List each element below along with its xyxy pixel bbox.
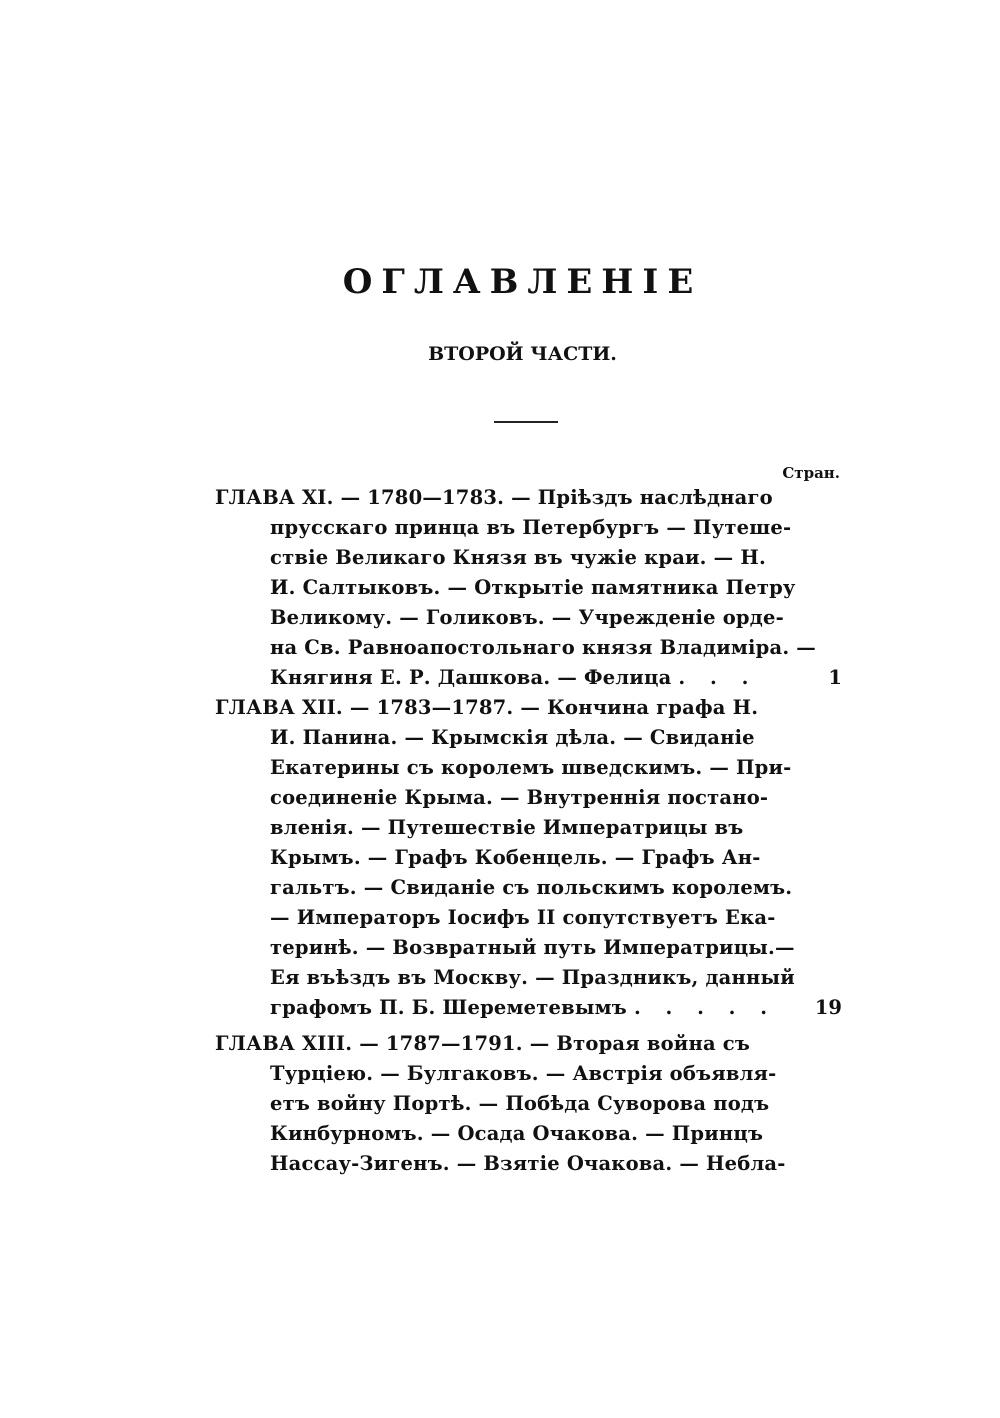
toc-line-text: Княгиня Е. Р. Дашкова. — Фелица <box>270 666 672 689</box>
toc-line: — Императоръ Іосифъ II сопутствуетъ Ека- <box>270 906 776 929</box>
title-divider <box>494 421 558 423</box>
toc-line: соединеніе Крыма. — Внутреннія постано- <box>270 786 769 809</box>
toc-line: прусскаго принца въ Петербургъ — Путеше- <box>270 516 792 539</box>
dot-leaders: . . . . . <box>633 996 777 1019</box>
toc-line: ГЛАВА XIII. — 1787—1791. — Вторая война съ <box>215 1032 750 1055</box>
toc-line <box>270 994 776 1022</box>
toc-line: етъ войну Портѣ. — Побѣда Суворова подъ <box>270 1092 770 1115</box>
toc-line: И. Панина. — Крымскія дѣла. — Свиданіе <box>270 726 755 749</box>
page-number: 19 <box>814 996 842 1019</box>
toc-line: гальтъ. — Свиданіе съ польскимъ королемъ. <box>270 876 793 899</box>
toc-line: Нассау-Зигенъ. — Взятіе Очакова. — Небла- <box>270 1152 786 1175</box>
dot-leaders: . . . <box>678 666 758 689</box>
toc-line: И. Салтыковъ. — Открытіе памятника Петру <box>270 576 796 599</box>
page-number: 1 <box>828 666 842 689</box>
page-subtitle: ВТОРОЙ ЧАСТИ. <box>428 343 617 365</box>
page-title: ОГЛАВЛЕНІЕ <box>342 262 703 302</box>
toc-line: ствіе Великаго Князя въ чужіе краи. — Н. <box>270 546 766 569</box>
toc-line: Турціею. — Булгаковъ. — Австрія объявля- <box>270 1062 777 1085</box>
toc-line: на Св. Равноапостольнаго князя Владиміра. — <box>270 636 817 659</box>
toc-line: ГЛАВА XII. — 1783—1787. — Кончина графа Н. <box>215 696 759 719</box>
toc-line: Ея въѣздъ въ Москву. — Праздникъ, данный <box>270 966 795 989</box>
toc-line: вленія. — Путешествіе Императрицы въ <box>270 816 744 839</box>
toc-line: Великому. — Голиковъ. — Учрежденіе орде- <box>270 606 784 629</box>
toc-line: Крымъ. — Графъ Кобенцель. — Графъ Ан- <box>270 846 761 869</box>
toc-line-text: графомъ П. Б. Шереметевымъ <box>270 996 627 1019</box>
page-column-label: Стран. <box>782 464 840 482</box>
toc-line: теринѣ. — Возвратный путь Императрицы.— <box>270 936 795 959</box>
toc-line: Екатерины съ королемъ шведскимъ. — При- <box>270 756 792 779</box>
toc-line <box>270 664 757 692</box>
toc-line: Кинбурномъ. — Осада Очакова. — Принцъ <box>270 1122 764 1145</box>
toc-line: ГЛАВА XI. — 1780—1783. — Пріѣздъ наслѣднаго <box>215 486 773 509</box>
